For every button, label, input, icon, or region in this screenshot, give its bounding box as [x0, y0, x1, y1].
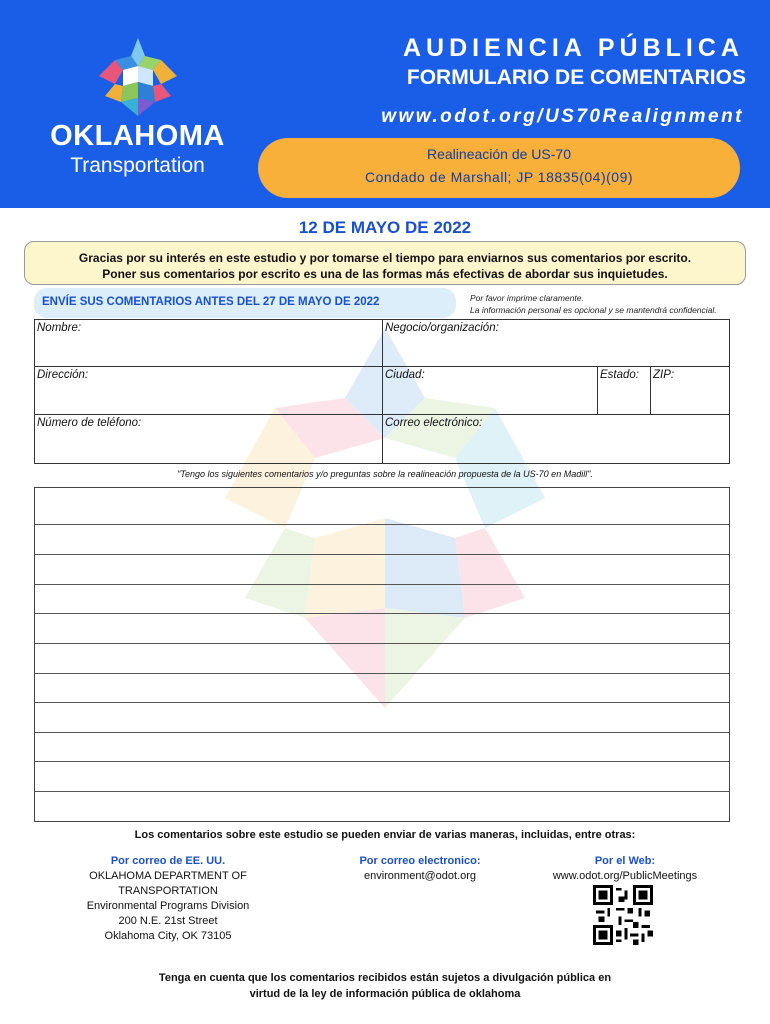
- hearing-date: 12 DE MAYO DE 2022: [298, 218, 472, 237]
- contact-info-table: [34, 319, 730, 464]
- mail-line-1: OKLAHOMA DEPARTMENT OF TRANSPORTATION: [89, 870, 247, 897]
- project-name: Realineación de US-70: [427, 146, 571, 162]
- comment-line: [35, 702, 729, 703]
- comment-line: [35, 761, 729, 762]
- email-heading: Por correo electronico:: [359, 855, 481, 867]
- comment-line: [35, 791, 729, 792]
- email-label: Correo electrónico:: [385, 417, 483, 429]
- comment-line: [35, 584, 729, 585]
- web-heading: Por el Web:: [594, 855, 656, 867]
- web-url[interactable]: www.odot.org/PublicMeetings: [552, 870, 698, 882]
- disclosure-line-2: virtud de la ley de información pública de oklahoma: [249, 988, 521, 1000]
- phone-field[interactable]: [35, 415, 383, 463]
- comment-prompt: "Tengo los siguientes comentarios y/o preguntas sobre la realineación propuesta de la US-70 en Madill".: [177, 469, 593, 479]
- qr-code-icon[interactable]: [593, 885, 653, 945]
- name-field[interactable]: [35, 320, 383, 367]
- zip-field[interactable]: [651, 367, 729, 415]
- city-field[interactable]: [383, 367, 598, 415]
- org-field[interactable]: [383, 320, 729, 367]
- mail-line-4: Oklahoma City, OK 73105: [104, 930, 232, 942]
- mail-line-3: 200 N.E. 21st Street: [118, 915, 218, 927]
- logo-wordmark: OKLAHOMA: [50, 120, 225, 152]
- state-field[interactable]: [598, 367, 651, 415]
- disclosure-line-1: Tenga en cuenta que los comentarios recibidos están sujetos a divulgación pública en: [158, 972, 612, 984]
- email-address[interactable]: environment@odot.org: [363, 870, 477, 882]
- mail-contact: [48, 854, 288, 944]
- mail-heading: Por correo de EE. UU.: [110, 855, 226, 867]
- zip-label: ZIP:: [653, 369, 675, 381]
- page-title: AUDIENCIA PÚBLICA: [402, 34, 744, 62]
- odot-logo: [50, 36, 225, 186]
- submission-ways-intro: Los comentarios sobre este estudio se pueden enviar de varias maneras, incluidas, entre otras:: [134, 829, 636, 841]
- confidential-note: La información personal es opcional y se mantendrá confidencial.: [470, 305, 717, 315]
- project-info-pill: [258, 138, 740, 198]
- comment-line: [35, 524, 729, 525]
- project-location: Condado de Marshall; JP 18835(04)(09): [364, 169, 634, 185]
- print-clearly-note: Por favor imprime claramente.: [470, 293, 584, 303]
- name-label: Nombre:: [37, 322, 82, 334]
- email-field[interactable]: [383, 415, 729, 463]
- comment-area[interactable]: [34, 487, 730, 822]
- web-contact: [540, 854, 710, 884]
- state-label: Estado:: [600, 369, 639, 381]
- privacy-note: [470, 292, 717, 316]
- project-website[interactable]: www.odot.org/US70Realignment: [381, 106, 744, 127]
- city-label: Ciudad:: [385, 369, 425, 381]
- comment-line: [35, 643, 729, 644]
- phone-label: Número de teléfono:: [37, 417, 142, 429]
- star-logo-icon: [93, 36, 183, 120]
- email-contact: [330, 854, 510, 884]
- comment-line: [35, 732, 729, 733]
- disclosure-note: [0, 970, 770, 1002]
- address-label: Dirección:: [37, 369, 89, 381]
- form-subtitle: FORMULARIO DE COMENTARIOS: [406, 66, 746, 89]
- address-field[interactable]: [35, 367, 383, 415]
- comment-line: [35, 613, 729, 614]
- thanks-line-1: Gracias por su interés en este estudio y por tomarse el tiempo para enviarnos sus comentarios por escrito.: [78, 251, 692, 265]
- thanks-line-2: Poner sus comentarios por escrito es una de las formas más efectivas de abordar sus inquietudes.: [102, 267, 668, 281]
- header-banner: [0, 0, 770, 208]
- org-label: Negocio/organización:: [385, 322, 499, 334]
- comment-line: [35, 554, 729, 555]
- deadline-banner: ENVÍE SUS COMENTARIOS ANTES DEL 27 DE MAYO DE 2022: [34, 288, 456, 318]
- logo-subtitle: Transportation: [70, 154, 205, 177]
- mail-line-2: Environmental Programs Division: [86, 900, 250, 912]
- comment-line: [35, 673, 729, 674]
- thanks-box: [24, 241, 746, 285]
